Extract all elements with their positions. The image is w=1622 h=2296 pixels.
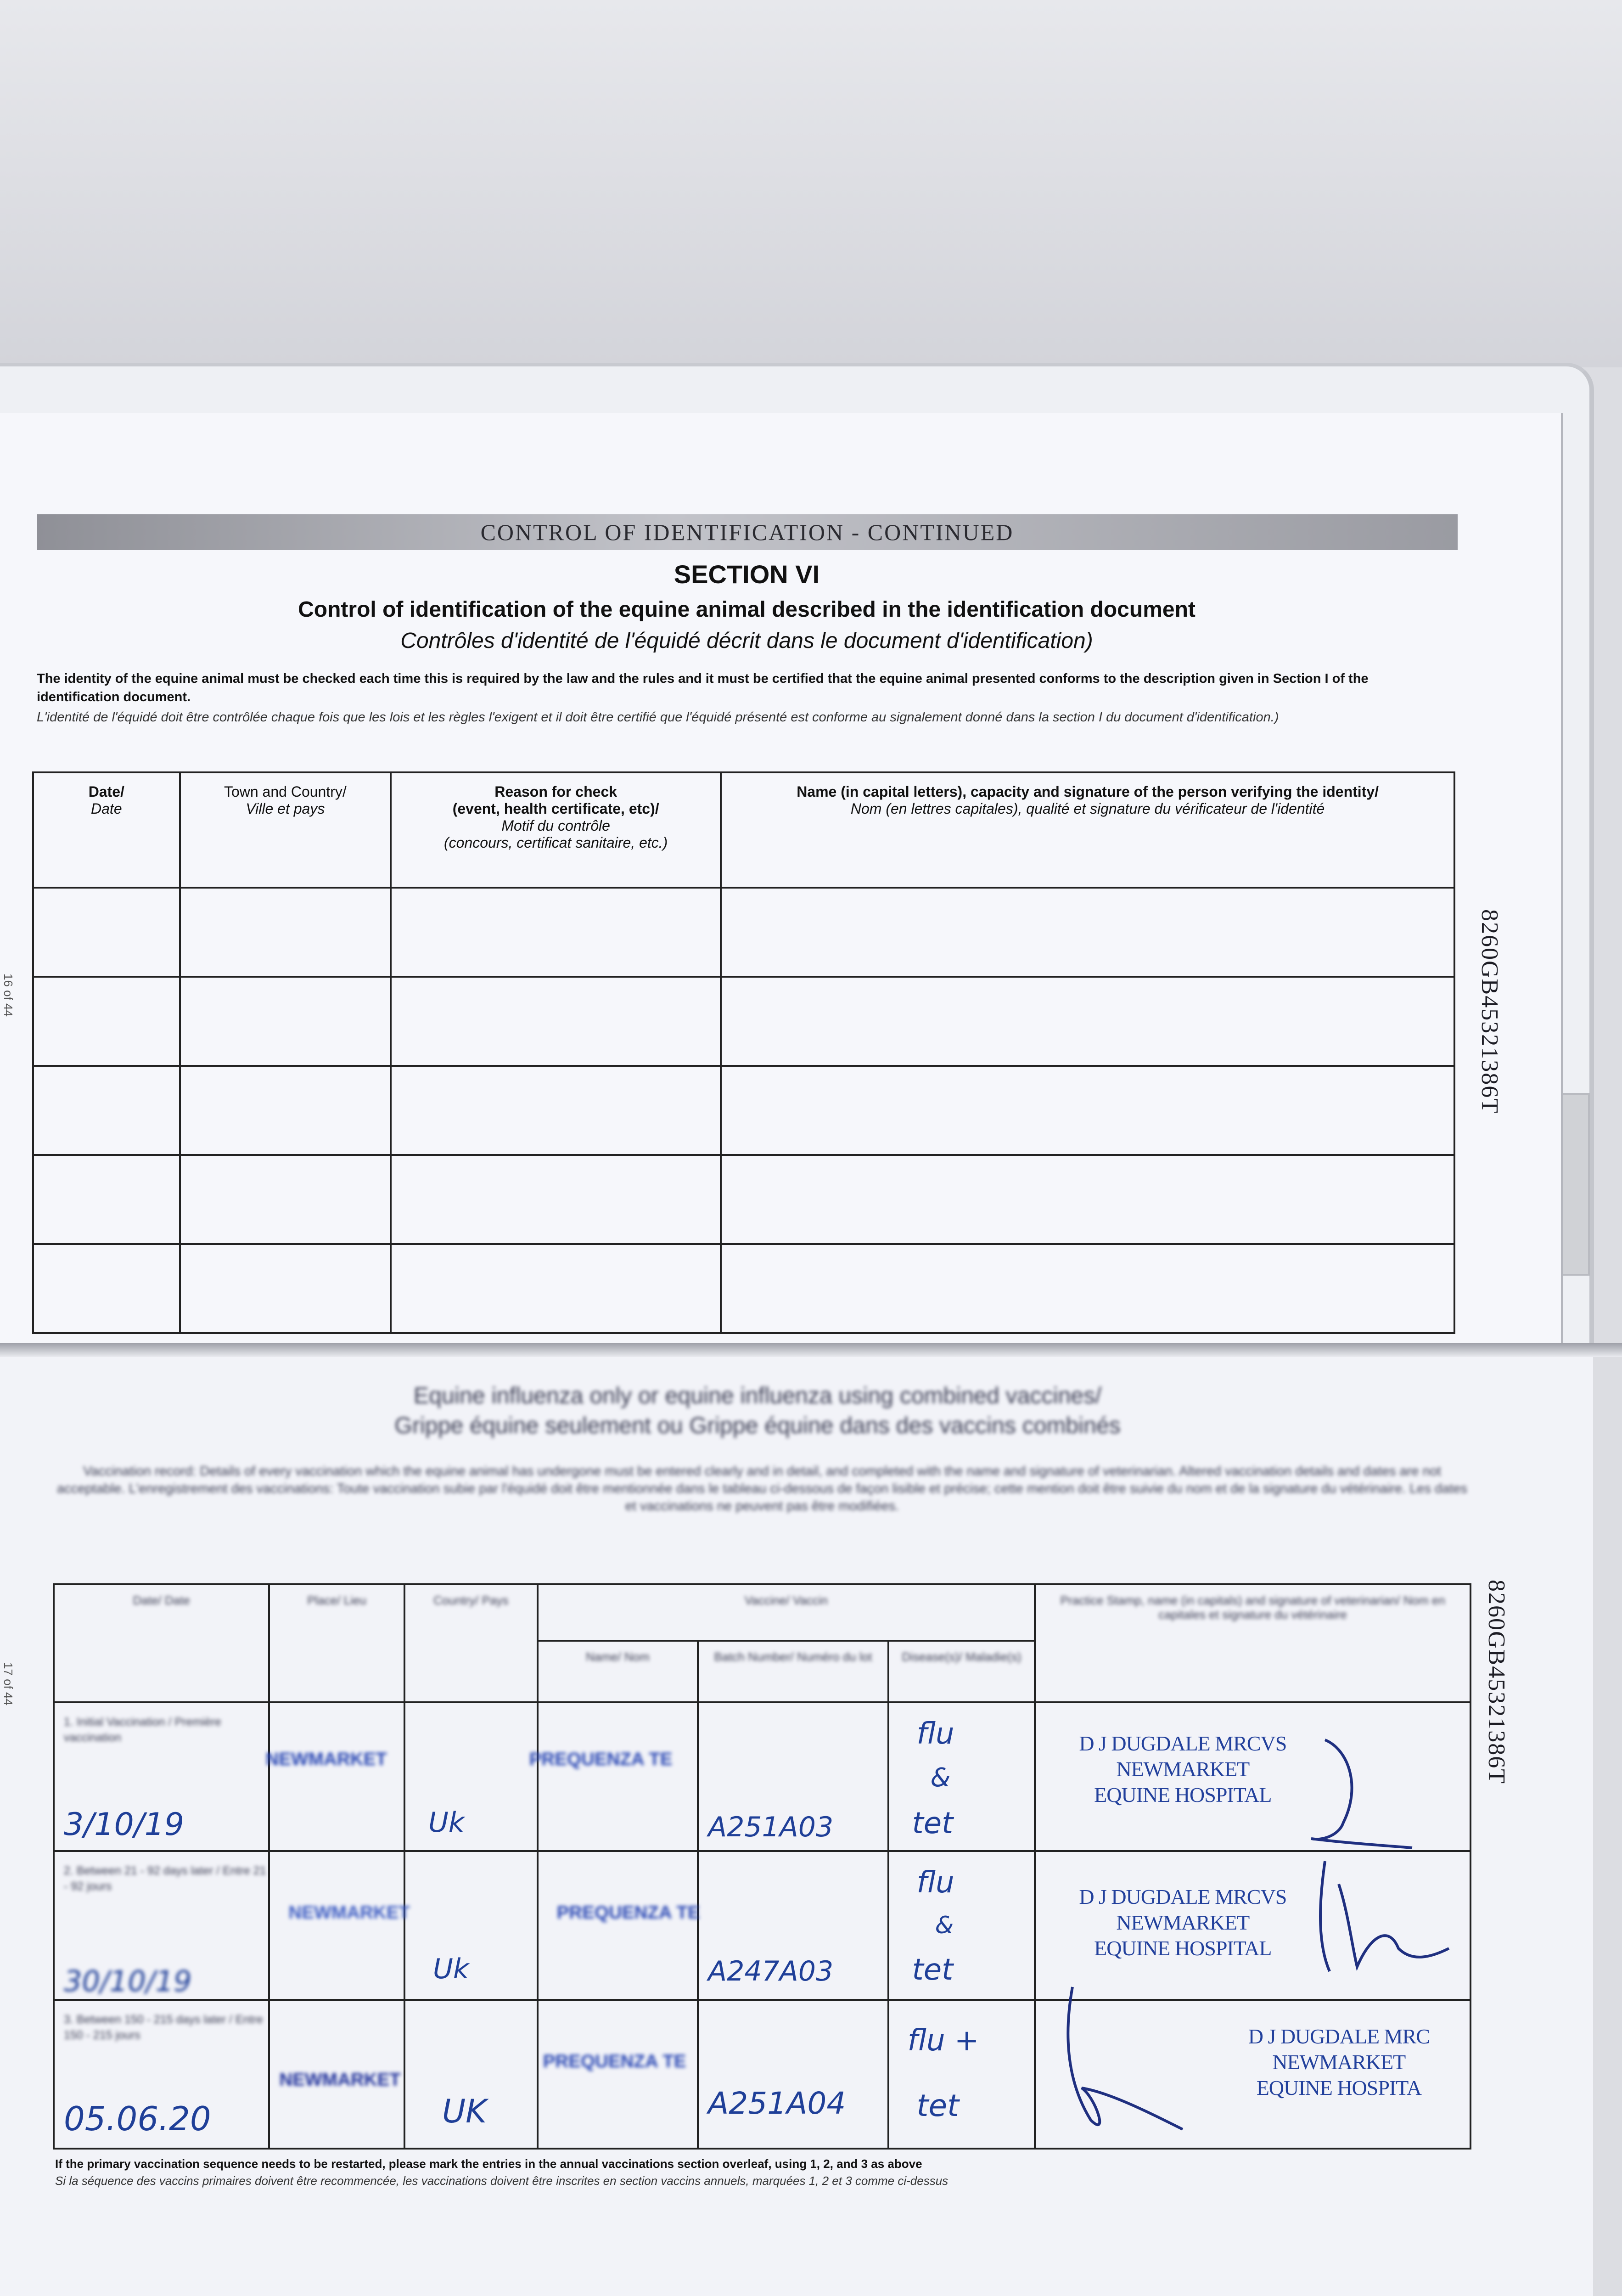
place-cell — [269, 1851, 410, 2000]
place-stamp: NEWMARKET — [265, 1749, 387, 1769]
handwritten-country: UK — [442, 2093, 487, 2130]
place-cell — [265, 1702, 404, 1851]
vaccine-stamp: PREQUENZA TE — [529, 1749, 673, 1769]
table-row — [33, 977, 1454, 1066]
row-label: 3. Between 150 - 215 days later / Entre 150 - 215 jours — [64, 2013, 263, 2042]
header-vaccine: Vaccine/ Vaccin — [538, 1584, 1035, 1641]
footer-note-english: If the primary vaccination sequence needs to be restarted, please mark the entries in the annual vaccinations section overleaf, using 1, 2, and 3 as above — [55, 2157, 922, 2171]
handwritten-date: 30/10/19 — [64, 1964, 192, 1998]
vaccine-name-cell — [538, 1851, 698, 2000]
vaccine-name-cell — [538, 2000, 698, 2149]
handwritten-disease: tet — [912, 1953, 954, 1987]
footer-note-french: Si la séquence des vaccins primaires doivent être recommencée, les vaccinations doivent être inscrites en section vaccins annuels, marquées 1, 2 et 3 comme ci-dessus — [55, 2174, 949, 2188]
header-date: Date/ Date — [33, 772, 180, 888]
date-cell — [54, 1851, 269, 2000]
batch-cell — [698, 2000, 888, 2149]
vet-signature — [1045, 1982, 1201, 2148]
handwritten-disease: tet — [916, 2088, 959, 2123]
vet-stamp: D J DUGDALE MRC NEWMARKET EQUINE HOSPITA — [1248, 2025, 1430, 2099]
header-verifier: Name (in capital letters), capacity and signature of the person verifying the identity/ Nom (en lettres capitales), qualité et signature du vérificateur de l'identité — [721, 772, 1454, 888]
banner-text: CONTROL OF IDENTIFICATION - CONTINUED — [480, 519, 1014, 545]
country-cell — [404, 1702, 538, 1851]
handwritten-batch: A251A03 — [708, 1811, 834, 1843]
handwritten-country: Uk — [428, 1806, 465, 1839]
table-header-row — [33, 772, 1454, 888]
table-row — [54, 2000, 1470, 2149]
table-row — [33, 1155, 1454, 1244]
table-header-row — [54, 1584, 1470, 1641]
vaccine-name-cell — [529, 1702, 698, 1851]
disease-cell — [888, 2000, 1035, 2149]
batch-cell — [698, 1851, 888, 2000]
batch-cell — [698, 1702, 888, 1851]
table-row — [54, 1702, 1470, 1851]
table-row — [54, 1851, 1470, 2000]
vaccination-instructions: Vaccination record: Details of every vaccination which the equine animal has undergone must be entered clearly and in detail, and completed with the name and signature of veterinarian. Altered vaccination details and dates are not acceptable. L'enregistrement des vaccinations: Toute vaccination subie par l'équidé doit être mentionnée dans le tableau ci-dessous de façon lisible et précise; cette mention doit être suivie du nom et de la signature du vétérinaire. Les dates et vaccinations ne peuvent pas être modifiées. — [57, 1464, 1467, 1514]
handwritten-date: 3/10/19 — [64, 1806, 185, 1843]
handwritten-date: 05.06.20 — [64, 2099, 211, 2138]
vet-stamp-cell — [1035, 2000, 1470, 2149]
passport-number-lower: 8260GB45321386T — [1483, 1580, 1510, 1784]
handwritten-batch: A247A03 — [708, 1955, 834, 1987]
vet-stamp-cell — [1035, 1702, 1470, 1851]
scanner-background — [0, 0, 1622, 367]
vaccine-stamp: PREQUENZA TE — [556, 1902, 700, 1923]
page-fold — [0, 1343, 1622, 1357]
header-country: Country/ Pays — [404, 1584, 538, 1702]
passport-number-upper: 8260GB45321386T — [1476, 909, 1503, 1114]
header-veterinarian: Practice Stamp, name (in capitals) and signature of veterinarian/ Nom en capitales et signature du vétérinaire — [1035, 1584, 1470, 1702]
instructions-french: L'identité de l'équidé doit être contrôlée chaque fois que les lois et les règles l'exigent et il doit être certifié que l'équidé présenté est conforme au signalement donné dans la section I du document d'identification.) — [37, 710, 1279, 725]
header-disease: Disease(s)/ Maladie(s) — [888, 1641, 1035, 1702]
vet-stamp: D J DUGDALE MRCVS NEWMARKET EQUINE HOSPITAL — [1079, 1732, 1287, 1806]
row-label: 1. Initial Vaccination / Première vaccination — [64, 1716, 221, 1744]
identification-check-table — [32, 771, 1455, 1334]
header-place: Place/ Lieu — [269, 1584, 404, 1702]
vet-stamp: D J DUGDALE MRCVS NEWMARKET EQUINE HOSPITAL — [1079, 1885, 1287, 1960]
table-row — [33, 1244, 1454, 1333]
section-title: SECTION VI — [673, 560, 820, 589]
country-cell — [404, 2000, 538, 2149]
header-reason: Reason for check (event, health certificate, etc)/ Motif du contrôle (concours, certificat sanitaire, etc.) — [391, 772, 721, 888]
header-date: Date/ Date — [54, 1584, 269, 1702]
table-row — [33, 888, 1454, 977]
row-label: 2. Between 21 - 92 days later / Entre 21 - 92 jours — [64, 1864, 266, 1893]
header-vaccine-name: Name/ Nom — [538, 1641, 698, 1702]
disease-cell — [888, 1702, 1035, 1851]
vaccination-title-french: Grippe équine seulement ou Grippe équine dans des vaccins combinés — [394, 1412, 1121, 1438]
page-number-upper: 16 of 44 — [1, 974, 15, 1017]
handwritten-disease: flu + — [907, 2024, 979, 2058]
place-stamp: NEWMARKET — [279, 2070, 401, 2090]
vet-stamp-cell — [1035, 1851, 1470, 2000]
vet-signature — [1293, 1731, 1431, 1850]
handwritten-disease: flu — [916, 1866, 954, 1900]
date-cell — [54, 2000, 269, 2149]
vaccination-table — [53, 1583, 1471, 2150]
vaccine-stamp: PREQUENZA TE — [543, 2051, 686, 2071]
table-row — [33, 1066, 1454, 1155]
handwritten-disease: & — [930, 1763, 951, 1793]
handwritten-disease: flu — [916, 1717, 954, 1751]
place-cell — [269, 2000, 404, 2149]
country-cell — [404, 1851, 538, 2000]
vaccination-title-english: Equine influenza only or equine influenza using combined vaccines/ — [413, 1383, 1102, 1408]
date-cell — [54, 1702, 269, 1851]
page-number-lower: 17 of 44 — [1, 1662, 15, 1705]
header-town: Town and Country/ Ville et pays — [180, 772, 391, 888]
handwritten-disease: tet — [912, 1806, 954, 1840]
title-english: Control of identification of the equine animal described in the identification document — [298, 597, 1195, 622]
disease-cell — [888, 1851, 1035, 2000]
section-banner — [37, 514, 1458, 550]
handwritten-disease: & — [935, 1912, 954, 1939]
handwritten-country: Uk — [432, 1953, 469, 1985]
handwritten-batch: A251A04 — [708, 2086, 846, 2121]
header-batch: Batch Number/ Numéro du lot — [698, 1641, 888, 1702]
title-french: Contrôles d'identité de l'équidé décrit dans le document d'identification) — [400, 629, 1093, 653]
place-stamp: NEWMARKET — [288, 1902, 410, 1923]
instructions-english: The identity of the equine animal must be checked each time this is required by the law and the rules and it must be certified that the equine animal presented conforms to the description given in Section I of the identification document. — [37, 671, 1369, 704]
vet-signature — [1311, 1857, 1458, 1985]
